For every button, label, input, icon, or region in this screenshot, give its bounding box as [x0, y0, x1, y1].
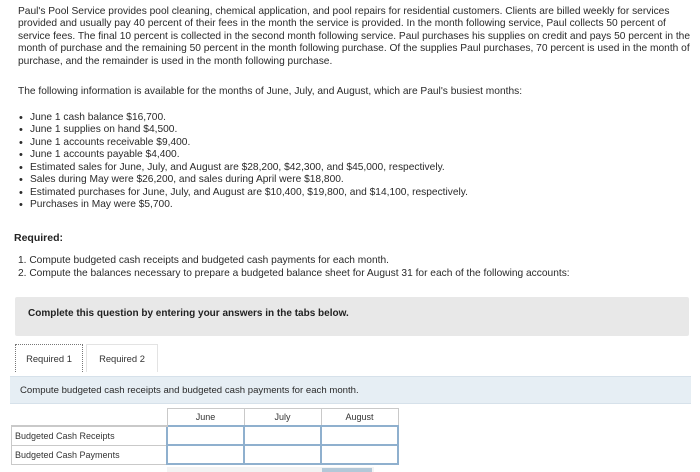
list-item: • Sales during May were $26,200, and sales during April were $18,800. [18, 174, 694, 186]
table-corner [12, 409, 168, 427]
table-row [12, 445, 399, 464]
tab-required-1[interactable]: Required 1 [15, 344, 83, 372]
complete-prompt-box [15, 297, 689, 336]
complete-prompt-text: Complete this question by entering your answers in the tabs below. [28, 308, 349, 319]
input-cash-payments-july[interactable] [244, 445, 321, 464]
list-item: • Estimated sales for June, July, and August are $28,200, $42,300, and $45,000, respectively. [18, 162, 694, 174]
list-item: • Estimated purchases for June, July, and August are $10,400, $19,800, and $14,100, respectively. [18, 187, 694, 199]
input-cash-payments-august[interactable] [321, 445, 398, 464]
answer-table [11, 408, 399, 465]
requirement-1: 1. Compute budgeted cash receipts and budgeted cash payments for each month. [18, 255, 389, 266]
input-cash-receipts-june[interactable] [167, 426, 244, 445]
row-label-cash-receipts: Budgeted Cash Receipts [12, 426, 168, 445]
column-header-july: July [244, 409, 321, 427]
list-item: • June 1 cash balance $16,700. [18, 112, 694, 124]
input-cash-payments-june[interactable] [167, 445, 244, 464]
list-item: • June 1 accounts receivable $9,400. [18, 137, 694, 149]
required-heading: Required: [14, 232, 64, 244]
column-header-august: August [321, 409, 398, 427]
requirement-2: 2. Compute the balances necessary to prepare a budgeted balance sheet for August 31 for each of the following accounts: [18, 267, 570, 279]
requirements-list [18, 255, 570, 280]
list-item: • June 1 supplies on hand $4,500. [18, 124, 694, 136]
tab-bar [10, 340, 690, 376]
tab-required-2[interactable]: Required 2 [86, 344, 158, 372]
instruction-text: Compute budgeted cash receipts and budgeted cash payments for each month. [20, 385, 359, 396]
column-header-june: June [167, 409, 244, 427]
instruction-band [10, 376, 691, 404]
row-label-cash-payments: Budgeted Cash Payments [12, 445, 168, 464]
input-cash-receipts-july[interactable] [244, 426, 321, 445]
list-item: • June 1 accounts payable $4,400. [18, 149, 694, 161]
problem-intro: Paul's Pool Service provides pool cleaning, chemical application, and pool repairs for residential customers. Clients are billed weekly for services provided and usually pay 40 percent of their fees in the month the service is provided. In the month following service, Paul collects 50 percent of service fees. The final 10 percent is collected in the second month following service. Paul purchases his supplies on credit and pays 50 percent in the month of purchase and the remaining 50 percent in the month following purchase. Of the supplies Paul purchases, 70 percent is used in the month of purchase, and the remainder is used in the month following purchase. [18, 6, 691, 67]
navigation-bar-edge [322, 468, 372, 472]
info-intro: The following information is available for the months of June, July, and August, which are Paul's busiest months: [18, 86, 523, 97]
table-row [12, 426, 399, 445]
input-cash-receipts-august[interactable] [321, 426, 398, 445]
given-information-list [18, 112, 694, 212]
list-item: • Purchases in May were $5,700. [18, 199, 694, 211]
